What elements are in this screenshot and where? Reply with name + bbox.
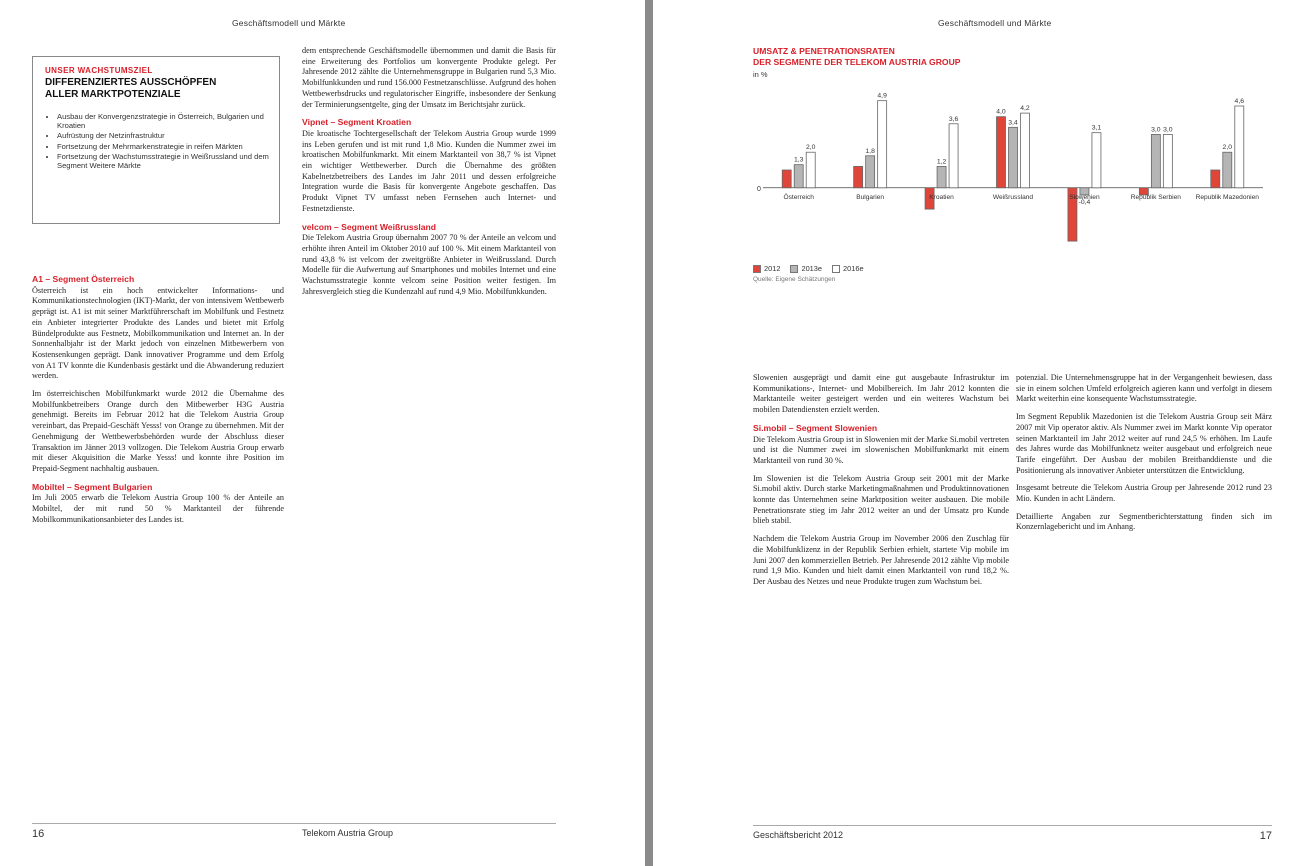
box-bullet-list bbox=[45, 112, 269, 170]
data-label: -0,4 bbox=[1078, 198, 1091, 206]
paragraph: Slowenien ausgeprägt und damit eine gut ausgebaute Infrastruktur im Kommunikations-, Internet- und Mobilbereich. Im Jahr 2012 konnten die Marktanteile weiter gesteigert werden und ein weiteres Wachstum bei mobilen Datendiensten erzielt werden. bbox=[753, 373, 1009, 415]
left-column-2 bbox=[302, 46, 556, 798]
legend-item-2016e bbox=[832, 264, 864, 273]
bar bbox=[949, 124, 958, 188]
category-label: Weißrussland bbox=[992, 193, 1034, 201]
bar bbox=[1092, 133, 1101, 188]
bar bbox=[1235, 106, 1244, 188]
bar bbox=[794, 165, 803, 188]
chart-title-line1: UMSATZ & PENETRATIONSRATEN bbox=[753, 46, 895, 56]
box-bullet: • Fortsetzung der Mehrmarkenstrategie in reifen Märkten bbox=[57, 142, 269, 151]
box-title bbox=[45, 77, 269, 100]
data-label: 3,0 bbox=[1151, 126, 1161, 134]
bar bbox=[997, 117, 1006, 188]
bar-chart bbox=[753, 80, 1273, 260]
chart-block bbox=[753, 46, 1288, 296]
data-label: 1,3 bbox=[793, 156, 804, 164]
category-label: Slowenien bbox=[1069, 193, 1100, 201]
data-label: 3,4 bbox=[1008, 119, 1018, 127]
paragraph: Die Telekom Austria Group übernahm 2007 70 % der Anteile an velcom und erhöhte ihren Anteil im Oktober 2010 auf 100 %. Mit einem Marktanteil von rund 43,8 % ist velcom der zweitgrößte Anbieter in Weißrussland. Durch Modelle für die Aufwertung auf Smartphones und mobiles Internet und eine Wachstumsstrategie konnte velcom seine Position weiter festigen. Im Jahresvergleich stieg die Kundenzahl auf rund 4,9 Mio. Mobilfunkkunden. bbox=[302, 233, 556, 296]
category-label: Kroatien bbox=[929, 193, 954, 201]
paragraph: Die kroatische Tochtergesellschaft der Telekom Austria Group wurde 1999 ins Leben gerufen und ist mit rund 1,8 Mio. Kunden die Nummer zwei im kroatischen Mobilfunkmarkt. Mit einem Marktanteil von 38,7 % ist Vipnet ein wichtiger Wettbewerber. Durch die Übernahme des größten Kabelnetzbetreibers des Landes im Jahr 2011 und dessen erfolgreiche Integration wurde die Basis für konvergente Angebote geschaffen. Das Produkt Vipnet TV umfasst neben Fernsehen auch Internet- und Festnetzdienste. bbox=[302, 128, 556, 213]
section-heading: velcom – Segment Weißrussland bbox=[302, 221, 437, 232]
footer-left bbox=[32, 823, 556, 840]
category-label: Bulgarien bbox=[856, 193, 885, 201]
bar bbox=[937, 166, 946, 187]
growth-goal-box bbox=[32, 56, 280, 224]
chart-source-note: Quelle: Eigene Schätzungen bbox=[753, 276, 836, 283]
bar bbox=[1151, 134, 1160, 187]
data-label: 1,8 bbox=[865, 147, 875, 155]
bar bbox=[1009, 127, 1018, 187]
chart-title-line2: DER SEGMENTE DER TELEKOM AUSTRIA GROUP bbox=[753, 57, 961, 67]
section-heading: A1 – Segment Österreich bbox=[32, 274, 135, 284]
paragraph: Im Segment Republik Mazedonien ist die Telekom Austria Group seit März 2007 mit Vip operator aktiv. Als Nummer zwei im Markt konnte Vip operator seinen Marktanteil im Jahr 2012 weiter auf rund 24,5 % erhöhen. Im Laufe des Jahres wurde das Mobilfunknetz weiter ausgebaut und erfolgreich neue Tarife eingeführt. Der Ausbau der mobilen Breitbanddienste und die Positionierung als innovativer Anbieter unterstützen die Entwicklung. bbox=[1016, 412, 1272, 475]
data-label: 3,6 bbox=[948, 115, 959, 123]
section-heading: Mobiltel – Segment Bulgarien bbox=[32, 481, 153, 492]
legend-swatch bbox=[832, 265, 840, 273]
right-column-1 bbox=[753, 373, 1009, 798]
paragraph: Österreich ist ein hoch entwickelter Informations- und Kommunikationstechnologien (IKT)-Markt, der von intensivem Wettbewerb geprägt ist. A1 ist mit seiner Marktführerschaft im Mobilfunk und Festnetz ein Anbieter integrierter Produkte des Landes und bietet mit Erfolg Bündelprodukte aus Festnetz, Mobilkommunikation und Internet an. In der Sonnenhalbjahr ist der Markt jedoch von einzelnen Mitbewerbern von Kostensenkungen geprägt. Dank innovativer Programme und dem Erfolg von A1 TV konnte die Kundenbasis gestärkt und die Abwanderung reduziert werden. bbox=[32, 285, 284, 381]
section-heading: Vipnet – Segment Kroatien bbox=[302, 117, 412, 128]
paragraph: Im Juli 2005 erwarb die Telekom Austria Group 100 % der Anteile an Mobiltel, der mit rund 50 % Marktanteil der führende Mobilkommunikationsanbieter des Landes ist. bbox=[32, 493, 284, 524]
legend-swatch bbox=[790, 265, 798, 273]
footer-right bbox=[753, 825, 1272, 840]
paragraph: Detaillierte Angaben zur Segmentberichterstattung finden sich im Konzernlagebericht und im Anhang. bbox=[1016, 511, 1272, 532]
paragraph: potenzial. Die Unternehmensgruppe hat in der Vergangenheit bewiesen, dass sie in einem solchen Umfeld erfolgreich agieren kann und verfolgt in diesem Markt weiterhin eine konsequente Wachstumsstrategie. bbox=[1016, 373, 1272, 404]
bar bbox=[782, 170, 791, 188]
left-column-1 bbox=[32, 268, 284, 798]
category-label: Republik Mazedonien bbox=[1195, 193, 1259, 201]
paragraph: Im österreichischen Mobilfunkmarkt wurde 2012 die Übernahme des Mobilfunkbetreibers Orange durch den Mitbewerber H3G Austria genehmigt. Bereits im Februar 2012 hat die Telekom Austria Group vereinbart, das Prepaid-Geschäft Yesss! von Orange zu übernehmen. Mit der Genehmigung der Wettbewerbsbehörden wurde der Abschluss dieser Transaktion im Jänner 2013 vollzogen. Die Telekom Austria Group erwarb mit dieser Akquisition die Marke Yesss! und konnte ihre Position im Prepaid-Segment nachhaltig ausbauen. bbox=[32, 389, 284, 473]
data-label: 3,1 bbox=[1091, 124, 1102, 132]
data-label: 4,6 bbox=[1234, 98, 1245, 105]
data-label: 4,2 bbox=[1020, 105, 1030, 113]
legend-item-2012 bbox=[753, 264, 780, 273]
category-label: Österreich bbox=[783, 193, 814, 201]
data-label: 3,0 bbox=[1163, 126, 1173, 134]
legend-swatch bbox=[753, 265, 761, 273]
bar bbox=[1223, 152, 1232, 188]
section-heading: Si.mobil – Segment Slowenien bbox=[753, 422, 878, 433]
bar bbox=[854, 166, 863, 187]
page-number-left: 16 bbox=[32, 828, 45, 840]
y-tick-label: 0 bbox=[757, 185, 761, 193]
bar bbox=[806, 152, 815, 188]
box-title-line2: ALLER MARKTPOTENZIALE bbox=[45, 88, 181, 100]
box-bullet: • Aufrüstung der Netzinfrastruktur bbox=[57, 131, 269, 140]
running-head-left: Geschäftsmodell und Märkte bbox=[232, 18, 346, 28]
paragraph: Nachdem die Telekom Austria Group im November 2006 den Zuschlag für die Mobilfunklizenz in der Republik Serbien erhielt, startete Vip mobile im Juni 2007 den kommerziellen Betrieb. Per Jahresende 2012 zählte Vip mobile rund 1,9 Mio. Kunden und hielt damit einen Marktanteil von rund 18,2 %. Der Ausbau des Netzes und neue Produkte trugen zum Wachstum bei. bbox=[753, 534, 1009, 586]
paragraph: Im Slowenien ist die Telekom Austria Group seit 2001 mit der Marke Si.mobil aktiv. Durch starke Marketingmaßnahmen und Produktinnovationen konnte das Unternehmen seine Marktposition weiter ausbauen. Die mobile Penetrationsrate stieg im Jahr 2012 weiter an und der Umsatz pro Kunde blieb stabil. bbox=[753, 473, 1009, 526]
paragraph: Die Telekom Austria Group ist in Slowenien mit der Marke Si.mobil vertreten und ist die Nummer zwei im slowenischen Mobilfunkmarkt mit einem Marktanteil von rund 30 %. bbox=[753, 434, 1009, 465]
right-column-2 bbox=[1016, 373, 1272, 798]
legend-label: 2012 bbox=[764, 264, 781, 273]
category-label: Republik Serbien bbox=[1130, 193, 1181, 201]
left-page bbox=[0, 0, 645, 866]
data-label: 1,2 bbox=[936, 158, 947, 166]
data-label: 2,0 bbox=[805, 144, 816, 152]
footer-right-text: Geschäftsbericht 2012 bbox=[753, 830, 844, 840]
data-label: 2,0 bbox=[1222, 144, 1233, 152]
chart-unit: in % bbox=[753, 70, 768, 79]
bar bbox=[1021, 113, 1030, 188]
chart-title bbox=[753, 46, 1288, 68]
legend-label: 2013e bbox=[801, 264, 823, 273]
box-title-line1: DIFFERENZIERTES AUSSCHÖPFEN bbox=[45, 77, 217, 88]
paragraph: dem entsprechende Geschäftsmodelle übernommen und damit die Basis für eine Erweiterung des Portfolios um konvergente Produkte gelegt. Per Jahresende 2012 zählte die Unternehmensgruppe in Bulgarien rund 5,3 Mio. Mobilfunkkunden und rund 156.000 Festnetzanschlüsse. Aufgrund des hohen Wettbewerbsdrucks und regulatorischer Eingriffe, insbesondere der Senkung der Terminierungsentgelte, ging der Umsatz im Berichtsjahr zurück. bbox=[302, 46, 556, 109]
running-head-right: Geschäftsmodell und Märkte bbox=[938, 18, 1052, 28]
box-kicker: UNSER WACHSTUMSZIEL bbox=[45, 66, 153, 75]
bar bbox=[866, 156, 875, 188]
bar bbox=[1163, 134, 1172, 187]
box-bullet: • Fortsetzung der Wachstumsstrategie in Weißrussland und dem Segment Weitere Märkte bbox=[57, 152, 269, 170]
data-label: 4,0 bbox=[996, 108, 1006, 116]
paragraph: Insgesamt betreute die Telekom Austria Group per Jahresende 2012 rund 23 Mio. Kunden in acht Ländern. bbox=[1016, 483, 1272, 504]
data-label: 4,9 bbox=[877, 92, 887, 100]
legend-item-2013e bbox=[790, 264, 822, 273]
box-bullet: • Ausbau der Konvergenzstrategie in Österreich, Bulgarien und Kroatien bbox=[57, 112, 269, 130]
page-number-right: 17 bbox=[1259, 830, 1272, 842]
page-spine bbox=[645, 0, 653, 866]
chart-legend bbox=[753, 264, 864, 273]
footer-left-text: Telekom Austria Group bbox=[302, 828, 394, 838]
right-page bbox=[653, 0, 1300, 866]
bar bbox=[878, 101, 887, 188]
bar bbox=[1211, 170, 1220, 188]
legend-label: 2016e bbox=[843, 264, 864, 273]
